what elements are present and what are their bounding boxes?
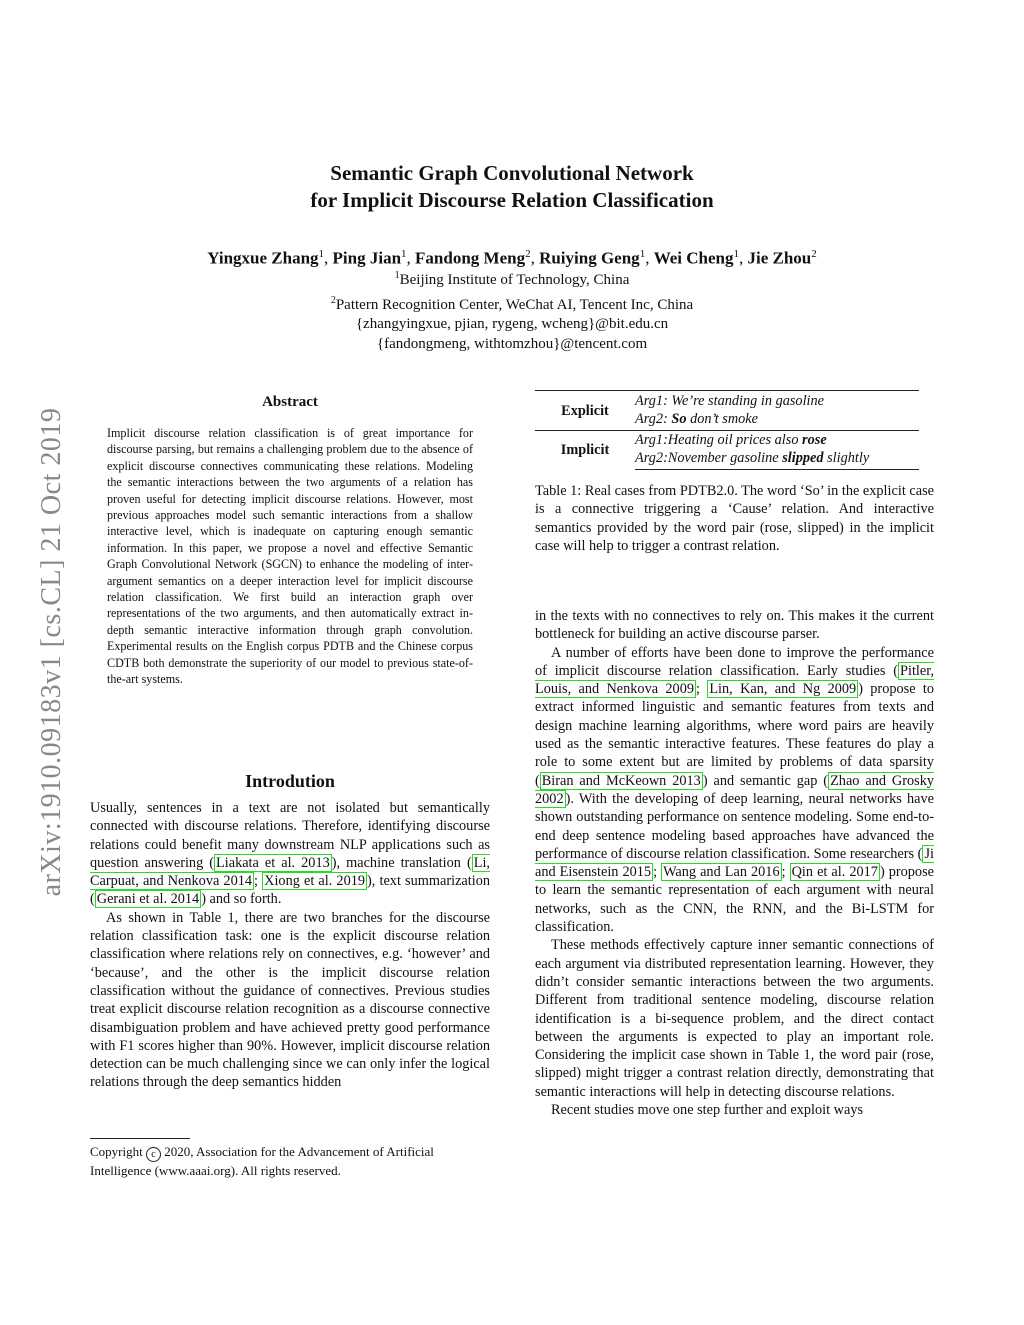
paragraph-text: ; [696,681,708,698]
paragraph-text: ; [781,864,790,881]
explicit-arg1: Arg1: We’re standing in gasoline [635,391,919,411]
arg-text: slightly [823,449,870,466]
arg-text: don’t smoke [686,410,758,427]
introduction-heading: Introdution [245,771,335,791]
title-line-2: for Implicit Discourse Relation Classification [310,188,714,212]
arxiv-id: arXiv:1910.09183v1 [cs.CL] 21 Oct 2019 [36,407,67,897]
paragraph-text: ), text summarization ( [90,873,491,908]
citation-link[interactable]: Gerani et al. 2014 [96,891,200,908]
paper-title [0,160,1024,214]
affiliation-2 [0,291,1024,316]
paragraph-text: ), machine translation ( [331,854,472,871]
left-column-body [90,799,490,1092]
intro-paragraph-1 [90,799,490,909]
copyright-icon: c [146,1147,161,1162]
intro-paragraph-2: As shown in Table 1, there are two branches for the discourse relation classification task: one is the explicit discourse relation classification where relations rely on connectives, e.g. ‘however’ and ‘because’, and the other is the implicit discourse relation classification without the guidance of connectives. Previous studies treat explicit discourse relation recognition as a discourse connective disambiguation problem and have achieved pretty good performance with F1 scores higher than 90%. However, implicit discourse relation detection can be much challenging since we can only infer the logical relations through the deep semantics hidden [90,909,490,1091]
arg-text: Arg2: [635,410,672,427]
table-1 [535,390,919,470]
paragraph-text: ) and semantic gap ( [702,772,829,789]
arg-text: Arg2:November gasoline [635,449,783,466]
implicit-arg1 [635,431,919,450]
abstract-heading: Abstract [262,394,318,410]
author-name: Ruiying Geng [539,248,640,268]
right-paragraph-2 [535,644,934,937]
paragraph-text: ) propose to learn the semantic representation of each argument with neural networks, such as the CNN, the RNN, and the Bi-LSTM for classification. [535,864,934,936]
table-row [535,391,919,411]
right-paragraph-3: These methods effectively capture inner semantic connections of each argument via distributed representation learning. However, they didn’t consider semantic interactions between the two arguments. Different from traditional sentence modeling, discourse relation identification is a bi-sequence problem, and the direct contact between the arguments is expected to play an important role. Considering the implicit case shown in Table 1, the word pair (rose, slipped) might trigger a contrast relation directly, demonstrating that semantic interactions will help in detecting discourse relations. [535,937,934,1100]
copyright-footnote [90,1143,490,1179]
right-paragraph-4: Recent studies move one step further and exploit ways [551,1102,864,1119]
author-affil-mark: 2 [811,248,817,260]
citation-link[interactable]: Zhao and Grosky 2002 [535,772,934,807]
author-list: Yingxue Zhang$^1$, Ping Jian$^1$, Fandong Meng$^2$, Ruiying Geng$^1$, Wei Cheng$^1$, Jie Zhou$^2$ [207,248,817,268]
citation-link[interactable]: Pitler, Louis, and Nenkova 2009 [535,662,934,698]
author-affil-mark: 1 [318,248,325,260]
author-affil-mark: 1 [401,248,407,260]
author-name: Jie Zhou [747,248,812,268]
arxiv-sidebar [28,352,76,952]
citation-link[interactable]: Ji and Eisenstein 2015 [535,845,934,881]
title-line-1: Semantic Graph Convolutional Network [330,161,694,185]
table-1-caption: Table 1: Real cases from PDTB2.0. The word ‘So’ in the explicit case is a connective triggering a ‘Cause’ relation. And interactive semantics provided by the word pair (rose, slipped) in the implicit case will help to trigger a contrast relation. [535,483,934,554]
citation-link[interactable]: Lin, Kan, and Ng 2009 [709,681,857,698]
author-affil-mark: 2 [525,248,531,260]
author-affil-mark: 1 [733,248,739,260]
table-row [535,431,919,450]
paragraph-text: ) propose to extract informed linguistic and semantic features from texts and design machine learning algorithms, where word pairs are heavily used as the semantic interactive features. These features do play a role to some extent but are limited by problems of data sparsity ( [535,681,935,789]
author-affil-mark: 1 [639,248,646,260]
implicit-label: Implicit [535,431,635,470]
explicit-arg2 [635,411,919,431]
email-2: {fandongmeng, withtomzhou}@tencent.com [376,335,648,352]
affiliation-text: Beijing Institute of Technology, China [399,272,630,288]
footnote-text: Copyright [90,1144,146,1159]
paragraph-text: ) and so forth. [201,891,282,908]
citation-link[interactable]: Wang and Lan 2016 [663,864,780,881]
right-paragraph-1: in the texts with no connectives to rely on. This makes it the current bottleneck for building an active discourse parser. [535,608,934,643]
citation-link[interactable]: Liakata et al. 2013 [216,854,330,871]
connective-word: So [671,410,687,427]
author-name: Ping Jian [332,248,402,268]
author-name: Wei Cheng [653,248,734,268]
footnote-text: 2020, Association for the Advancement of Artificial Intelligence (www.aaai.org). All rights reserved. [90,1144,434,1178]
paragraph-text: ). With the developing of deep learning, neural networks have shown outstanding performance on sentence modeling. Some end-to-end deep sentence modeling based approaches have advanced the performance of discourse relation classification. Some researchers ( [535,790,934,862]
email-1: {zhangyingxue, pjian, rygeng, wcheng}@bit.edu.cn [355,316,669,332]
abstract-body: Implicit discourse relation classification is of great importance for discourse parsing, but remains a challenging problem due to the absence of explicit discourse connectives communicating these relations. Modeling the semantic interactions between the two arguments of a relation has proven useful for detecting implicit discourse relations. However, most previous approaches model such semantic interactions from a shallow interactive level, which is inadequate on capturing enough semantic information. In this paper, we propose a novel and effective Semantic Graph Convolutional Network (SGCN) to enhance the modeling of inter-argument semantics on a deeper interaction level for implicit discourse relation classification. We first build an interaction graph over representations of the two arguments, and then automatically extract in-depth semantic interactive information through graph convolution. Experimental results on the English corpus PDTB and the Chinese corpus CDTB both demonstrate the superiority of our model to previous state-of-the-art systems. [107,426,473,687]
citation-link[interactable]: Qin et al. 2017 [791,864,878,881]
footnote-rule [90,1138,190,1139]
author-name: Yingxue Zhang [207,248,319,268]
affiliation-text: Pattern Recognition Center, WeChat AI, Tencent Inc, China [335,296,694,313]
paragraph-text: Usually, sentences in a text are not isolated but semantically connected with discourse relations. Therefore, identifying discourse relations could benefit many downstream NLP applications such as question answering ( [90,800,490,871]
author-name: Fandong Meng [415,248,526,268]
citation-link[interactable]: Xiong et al. 2019 [264,873,366,890]
affil-mark: 1 [394,270,400,281]
key-word: rose [802,432,827,448]
affiliation-1 [0,266,1024,291]
citation-link[interactable]: Biran and McKeown 2013 [541,772,701,789]
right-column-body [535,607,934,1119]
explicit-label: Explicit [535,391,635,431]
paragraph-text: A number of efforts have been done to improve the performance of implicit discourse relation classification. Early studies ( [535,644,934,679]
arg-text: Arg1:Heating oil prices also [635,432,803,448]
paragraph-text: ; [254,873,263,890]
implicit-arg2 [635,450,919,470]
key-word: slipped [782,449,824,466]
affiliations [0,266,1024,354]
citation-link[interactable]: Li, Carpuat, and Nenkova 2014 [90,854,490,890]
affil-mark: 2 [330,294,336,306]
paragraph-text: ; [653,864,662,881]
